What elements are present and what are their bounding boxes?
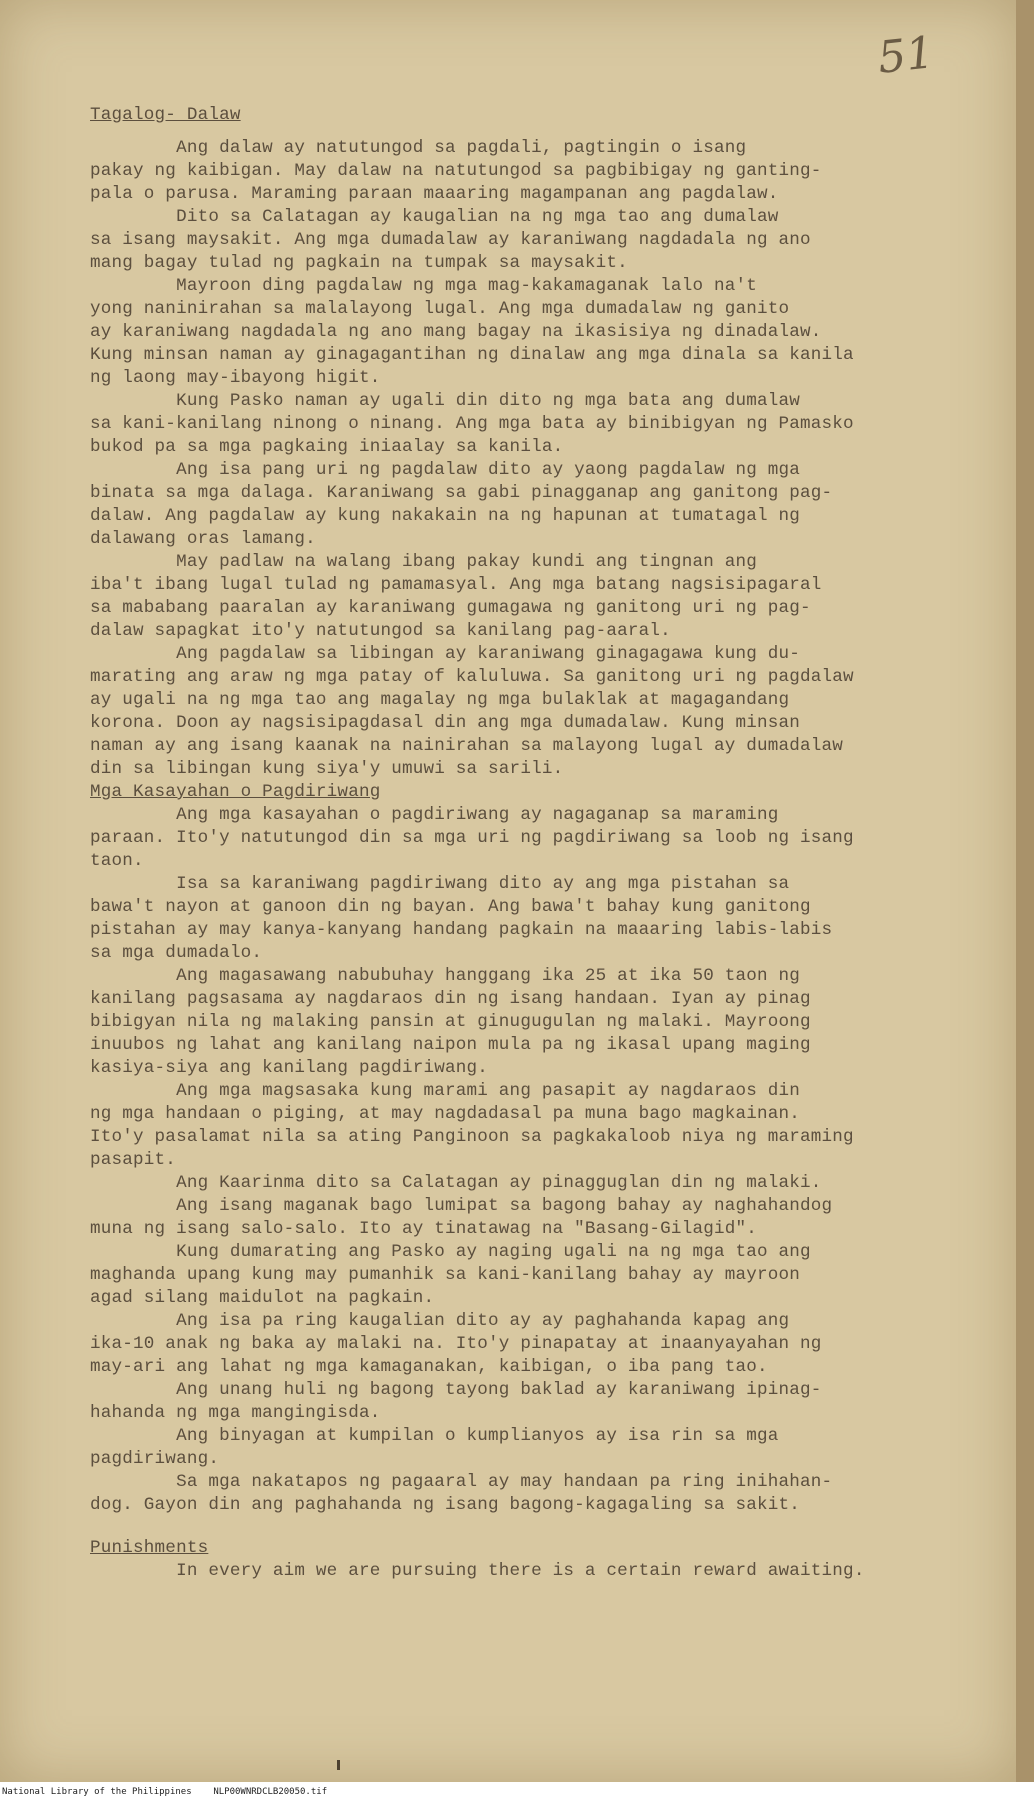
text-line: Ang unang huli ng bagong tayong baklad ay karaniwang ipinag- — [90, 1380, 822, 1400]
text-line: ay karaniwang nagdadala ng ano mang bagay na ikasisiya ng dinadalaw. — [90, 322, 822, 342]
text-line: Ang pagdalaw sa libingan ay karaniwang ginagagawa kung du- — [90, 644, 801, 664]
text-line: sa mababang paaralan ay karaniwang gumagawa ng ganitong uri ng pag- — [90, 598, 811, 618]
text-line: pakay ng kaibigan. May dalaw na natutungod sa pagbibigay ng ganting- — [90, 161, 822, 181]
text-line: pistahan ay may kanya-kanyang handang pagkain na maaaring labis-labis — [90, 920, 833, 940]
text-line: Ang magasawang nabubuhay hanggang ika 25 at ika 50 taon ng — [90, 966, 801, 986]
text-line: ng mga handaan o piging, at may nagdadasal pa muna bago magkainan. — [90, 1104, 801, 1124]
section-gap — [90, 1517, 990, 1537]
text-line: iba't ibang lugal tulad ng pamamasyal. Ang mga batang nagsisipagaral — [90, 575, 822, 595]
text-line: paraan. Ito'y natutungod din sa mga uri ng pagdiriwang sa loob ng isang — [90, 828, 854, 848]
footer-caption: National Library of the Philippines NLP00WNRDCLB20050.tif — [2, 1787, 328, 1797]
text-line: Dito sa Calatagan ay kaugalian na ng mga tao ang dumalaw — [90, 207, 779, 227]
text-line: Ang Kaarinma dito sa Calatagan ay pinagguglan din ng malaki. — [90, 1173, 822, 1193]
text-line: In every aim we are pursuing there is a certain reward awaiting. — [90, 1561, 865, 1581]
text-line: korona. Doon ay nagsisipagdasal din ang mga dumadalaw. Kung minsan — [90, 713, 801, 733]
text-line: dalawang oras lamang. — [90, 529, 316, 549]
text-line: Ang mga kasayahan o pagdiriwang ay nagaganap sa maraming — [90, 805, 779, 825]
text-line: sa kani-kanilang ninong o ninang. Ang mga bata ay binibigyan ng Pamasko — [90, 414, 854, 434]
text-line: bawa't nayon at ganoon din ng bayan. Ang bawa't bahay kung ganitong — [90, 897, 811, 917]
text-line: pasapit. — [90, 1150, 177, 1170]
text-line: kasiya-siya ang kanilang pagdiriwang. — [90, 1058, 489, 1078]
text-line: naman ay ang isang kaanak na nainirahan sa malayong lugal ay dumadalaw — [90, 736, 844, 756]
text-line: kanilang pagsasama ay nagdaraos din ng isang handaan. Iyan ay pinag — [90, 989, 811, 1009]
text-line: inuubos ng lahat ang kanilang naipon mula pa ng ikasal upang maging — [90, 1035, 811, 1055]
text-line: dalaw sapagkat ito'y natutungod sa kanilang pag-aaral. — [90, 621, 671, 641]
text-line: bukod pa sa mga pagkaing iniaalay sa kanila. — [90, 437, 564, 457]
text-line: May padlaw na walang ibang pakay kundi ang tingnan ang — [90, 552, 757, 572]
text-line: Ang dalaw ay natutungod sa pagdali, pagtingin o isang — [90, 138, 747, 158]
text-line: binata sa mga dalaga. Karaniwang sa gabi pinagganap ang ganitong pag- — [90, 483, 833, 503]
text-line: pagdiriwang. — [90, 1449, 220, 1469]
text-line: maghanda upang kung may pumanhik sa kani-kanilang bahay ay mayroon — [90, 1265, 801, 1285]
section-heading: Tagalog- Dalaw — [90, 105, 241, 125]
text-line: pala o parusa. Maraming paraan maaaring magampanan ang pagdalaw. — [90, 184, 779, 204]
text-line: Ang mga magsasaka kung marami ang pasapit ay nagdaraos din — [90, 1081, 801, 1101]
text-line: Kung minsan naman ay ginagagantihan ng dinalaw ang mga dinala sa kanila — [90, 345, 854, 365]
text-line: ay ugali na ng mga tao ang magalay ng mga bulaklak at magagandang — [90, 690, 790, 710]
text-line: taon. — [90, 851, 144, 871]
text-line: marating ang araw ng mga patay of kaluluwa. Sa ganitong uri ng pagdalaw — [90, 667, 854, 687]
text-line: bibigyan nila ng malaking pansin at ginugugulan ng malaki. Mayroong — [90, 1012, 811, 1032]
page-number: 51 — [875, 27, 937, 84]
ink-mark — [337, 1760, 340, 1770]
text-line: sa isang maysakit. Ang mga dumadalaw ay karaniwang nagdadala ng ano — [90, 230, 811, 250]
text-line: Ang isa pang uri ng pagdalaw dito ay yaong pagdalaw ng mga — [90, 460, 801, 480]
text-line: dalaw. Ang pagdalaw ay kung nakakain na ng hapunan at tumatagal ng — [90, 506, 801, 526]
text-line: ika-10 anak ng baka ay malaki na. Ito'y pinapatay at inaanyayahan ng — [90, 1334, 822, 1354]
section-heading: Punishments — [90, 1538, 209, 1558]
text-line: Ang isa pa ring kaugalian dito ay ay paghahanda kapag ang — [90, 1311, 790, 1331]
text-line: may-ari ang lahat ng mga kamaganakan, kaibigan, o iba pang tao. — [90, 1357, 768, 1377]
footer-strip — [0, 1782, 1034, 1800]
text-line: Ito'y pasalamat nila sa ating Panginoon sa pagkakaloob niya ng maraming — [90, 1127, 854, 1147]
text-line: muna ng isang salo-salo. Ito ay tinatawag na "Basang-Gilagid". — [90, 1219, 757, 1239]
text-line: sa mga dumadalo. — [90, 943, 263, 963]
document-body — [90, 104, 990, 1583]
text-line: Kung dumarating ang Pasko ay naging ugali na ng mga tao ang — [90, 1242, 811, 1262]
text-line: Ang binyagan at kumpilan o kumplianyos ay isa rin sa mga — [90, 1426, 779, 1446]
text-line: mang bagay tulad ng pagkain na tumpak sa maysakit. — [90, 253, 628, 273]
text-line: dog. Gayon din ang paghahanda ng isang bagong-kagagaling sa sakit. — [90, 1495, 801, 1515]
text-line: Kung Pasko naman ay ugali din dito ng mga bata ang dumalaw — [90, 391, 801, 411]
text-line: agad silang maidulot na pagkain. — [90, 1288, 435, 1308]
text-line: Ang isang maganak bago lumipat sa bagong bahay ay naghahandog — [90, 1196, 833, 1216]
text-line: din sa libingan kung siya'y umuwi sa sarili. — [90, 759, 564, 779]
text-line: Sa mga nakatapos ng pagaaral ay may handaan pa ring inihahan- — [90, 1472, 833, 1492]
page-edge — [1016, 0, 1034, 1800]
heading-spacer — [90, 127, 990, 137]
text-line: ng laong may-ibayong higit. — [90, 368, 381, 388]
text-line: yong naninirahan sa malalayong lugal. Ang mga dumadalaw ng ganito — [90, 299, 790, 319]
section-heading: Mga Kasayahan o Pagdiriwang — [90, 782, 381, 802]
text-line: hahanda ng mga mangingisda. — [90, 1403, 381, 1423]
text-line: Mayroon ding pagdalaw ng mga mag-kakamaganak lalo na't — [90, 276, 757, 296]
text-line: Isa sa karaniwang pagdiriwang dito ay ang mga pistahan sa — [90, 874, 790, 894]
